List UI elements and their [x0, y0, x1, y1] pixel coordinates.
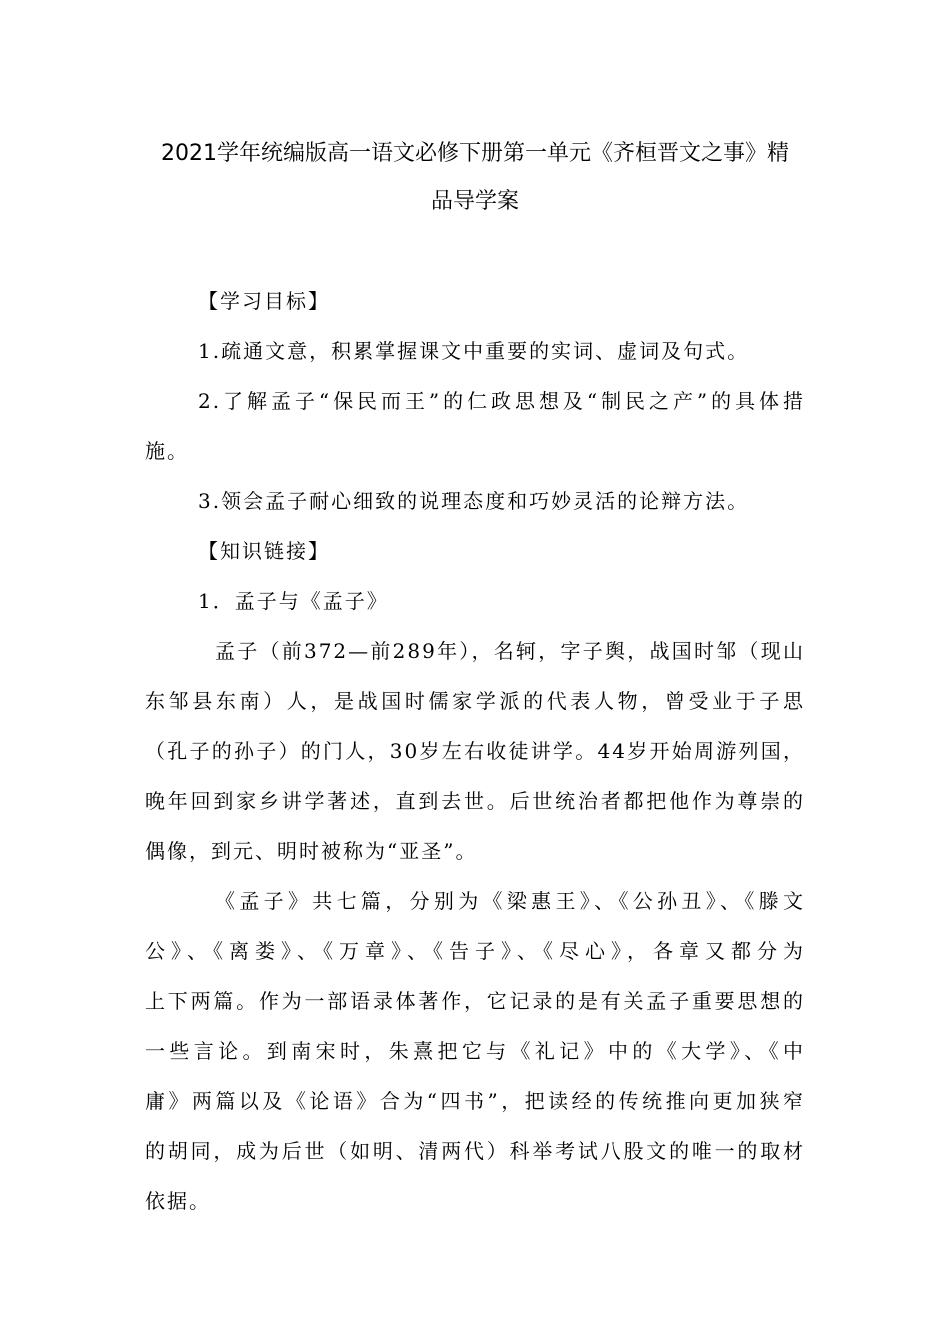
paragraph-line: 晚年回到家乡讲学著述，直到去世。后世统治者都把他作为尊崇的	[145, 789, 805, 813]
paragraph-line: 孟子（前372—前289年），名轲，字子舆，战国时邹（现山	[215, 639, 805, 663]
paragraph-line: 公》、《离娄》、《万章》、《告子》、《尽心》，各章又都分为	[145, 939, 805, 963]
subsection-heading-mencius: 1．孟子与《孟子》	[198, 589, 389, 613]
goal-item-1: 1.疏通文意，积累掌握课文中重要的实词、虚词及句式。	[198, 339, 750, 363]
document-title-line-2: 品导学案	[430, 189, 519, 214]
goal-item-3: 3.领会孟子耐心细致的说理态度和巧妙灵活的论辩方法。	[198, 489, 750, 513]
paragraph-line: 庸》两篇以及《论语》合为“四书”，把读经的传统推向更加狭窄	[145, 1089, 805, 1113]
section-heading-knowledge-link: 【知识链接】	[198, 539, 330, 563]
paragraph-line: （孔子的孙子）的门人，30岁左右收徒讲学。44岁开始周游列国，	[145, 739, 805, 763]
paragraph-line: 上下两篇。作为一部语录体著作，它记录的是有关孟子重要思想的	[145, 989, 805, 1013]
document-title-line-1: 2021学年统编版高一语文必修下册第一单元《齐桓晋文之事》精	[161, 141, 789, 166]
goal-item-2-continued: 施。	[145, 439, 189, 463]
paragraph-line: 偶像，到元、明时被称为“亚圣”。	[145, 839, 478, 863]
paragraph-line: 东邹县东南）人，是战国时儒家学派的代表人物，曾受业于子思	[145, 689, 805, 713]
paragraph-line: 的胡同，成为后世（如明、清两代）科举考试八股文的唯一的取材	[145, 1139, 805, 1163]
paragraph-line: 《孟子》共七篇，分别为《梁惠王》、《公孙丑》、《滕文	[215, 889, 805, 913]
goal-item-2: 2.了解孟子“保民而王”的仁政思想及“制民之产”的具体措	[198, 389, 805, 413]
section-heading-learning-goals: 【学习目标】	[198, 289, 330, 313]
paragraph-line: 一些言论。到南宋时，朱熹把它与《礼记》中的《大学》、《中	[145, 1039, 805, 1063]
paragraph-line: 依据。	[145, 1189, 211, 1213]
